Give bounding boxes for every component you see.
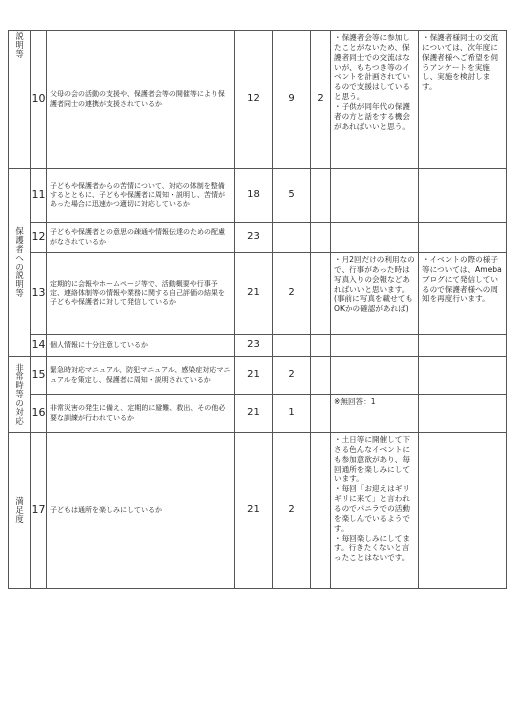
question-text: 子どもや保護者との意思の疎通や情報伝達のための配慮がなされているか [47,223,235,253]
count-yes: 23 [235,223,273,253]
facility-response [419,357,507,395]
table-row [9,357,507,395]
facility-response [419,335,507,357]
table-row [9,169,507,223]
count-yes: 21 [235,357,273,395]
question-text: 個人情報に十分注意しているか [47,335,235,357]
count-partly: 9 [273,31,311,169]
count-no [311,433,331,589]
count-no [311,395,331,433]
table-row [9,31,507,169]
count-yes: 23 [235,335,273,357]
table-row [9,395,507,433]
count-partly: 2 [273,253,311,335]
parent-opinion: ・保護者会等に参加したことがないため、保護者同士での交流はないが、もちつき等のイベントを計画されているので支援はしていると思う。 ・子供が同年代の保護者の方と話をする機会があればいいと思う。 [331,31,419,169]
item-number: 12 [31,223,47,253]
count-yes: 21 [235,395,273,433]
item-number: 17 [31,433,47,589]
count-no: 2 [311,31,331,169]
count-partly [273,335,311,357]
count-no [311,223,331,253]
count-partly: 5 [273,169,311,223]
parent-opinion [331,223,419,253]
count-yes: 21 [235,433,273,589]
facility-response [419,169,507,223]
facility-response [419,223,507,253]
question-text: 子どもや保護者からの苦情について、対応の体制を整備するとともに、子どもや保護者に周知・説明し、苦情があった場合に迅速かつ適切に対応しているか [47,169,235,223]
facility-response: ・保護者様同士の交流については、次年度に保護者様へご希望を伺うアンケートを実施し、実施を検討します。 [419,31,507,169]
parent-opinion [331,357,419,395]
table-row [9,253,507,335]
item-number: 14 [31,335,47,357]
category-satisfaction: 満 足 度 [9,433,31,589]
parent-opinion: ※無回答：1 [331,395,419,433]
table-row [9,433,507,589]
parent-opinion: ・月2回だけの利用なので、行事があった時は写真入りの会報などあればいいと思います。(事前に写真を載せてもOKかの確認があれば) [331,253,419,335]
question-text: 子どもは通所を楽しみにしているか [47,433,235,589]
category-explain: 説 明 等 [9,31,31,169]
table-row [9,335,507,357]
question-text: 定期的に会報やホームページ等で、活動概要や行事予定、連絡体制等の情報や業務に関する自己評価の結果を子どもや保護者に対して発信しているか [47,253,235,335]
question-text: 緊急時対応マニュアル、防犯マニュアル、感染症対応マニュアルを策定し、保護者に周知・説明されているか [47,357,235,395]
item-number: 15 [31,357,47,395]
count-partly: 2 [273,357,311,395]
count-no [311,335,331,357]
item-number: 13 [31,253,47,335]
count-partly: 1 [273,395,311,433]
count-partly: 2 [273,433,311,589]
question-text: 父母の会の活動の支援や、保護者会等の開催等により保護者同士の連携が支援されているか [47,31,235,169]
parent-opinion: ・土日等に開催して下さる色んなイベントにも参加意欲があり、毎回通所を楽しみにしています。 ・毎回「お迎えはギリギリに来て」と言われるのでパニラでの活動を楽しんでいるようです。 ・毎回楽しみにしてます。行きたくないと言ったことはないです。 [331,433,419,589]
evaluation-table [8,30,507,589]
parent-opinion [331,335,419,357]
count-yes: 18 [235,169,273,223]
item-number: 11 [31,169,47,223]
count-no [311,357,331,395]
count-no [311,169,331,223]
count-no [311,253,331,335]
table-row [9,223,507,253]
count-partly [273,223,311,253]
question-text: 非常災害の発生に備え、定期的に避難、救出、その他必要な訓練が行われているか [47,395,235,433]
count-yes: 12 [235,31,273,169]
facility-response [419,433,507,589]
item-number: 16 [31,395,47,433]
facility-response [419,395,507,433]
category-parents: 保 護 者 へ の 説 明 等 [9,169,31,357]
item-number: 10 [31,31,47,169]
parent-opinion [331,169,419,223]
count-yes: 21 [235,253,273,335]
category-emergency: 非 常 時 等 の 対 応 [9,357,31,433]
facility-response: ・イベントの際の様子等については、Amebaブログにて発信しているので保護者様への周知を再度行います。 [419,253,507,335]
